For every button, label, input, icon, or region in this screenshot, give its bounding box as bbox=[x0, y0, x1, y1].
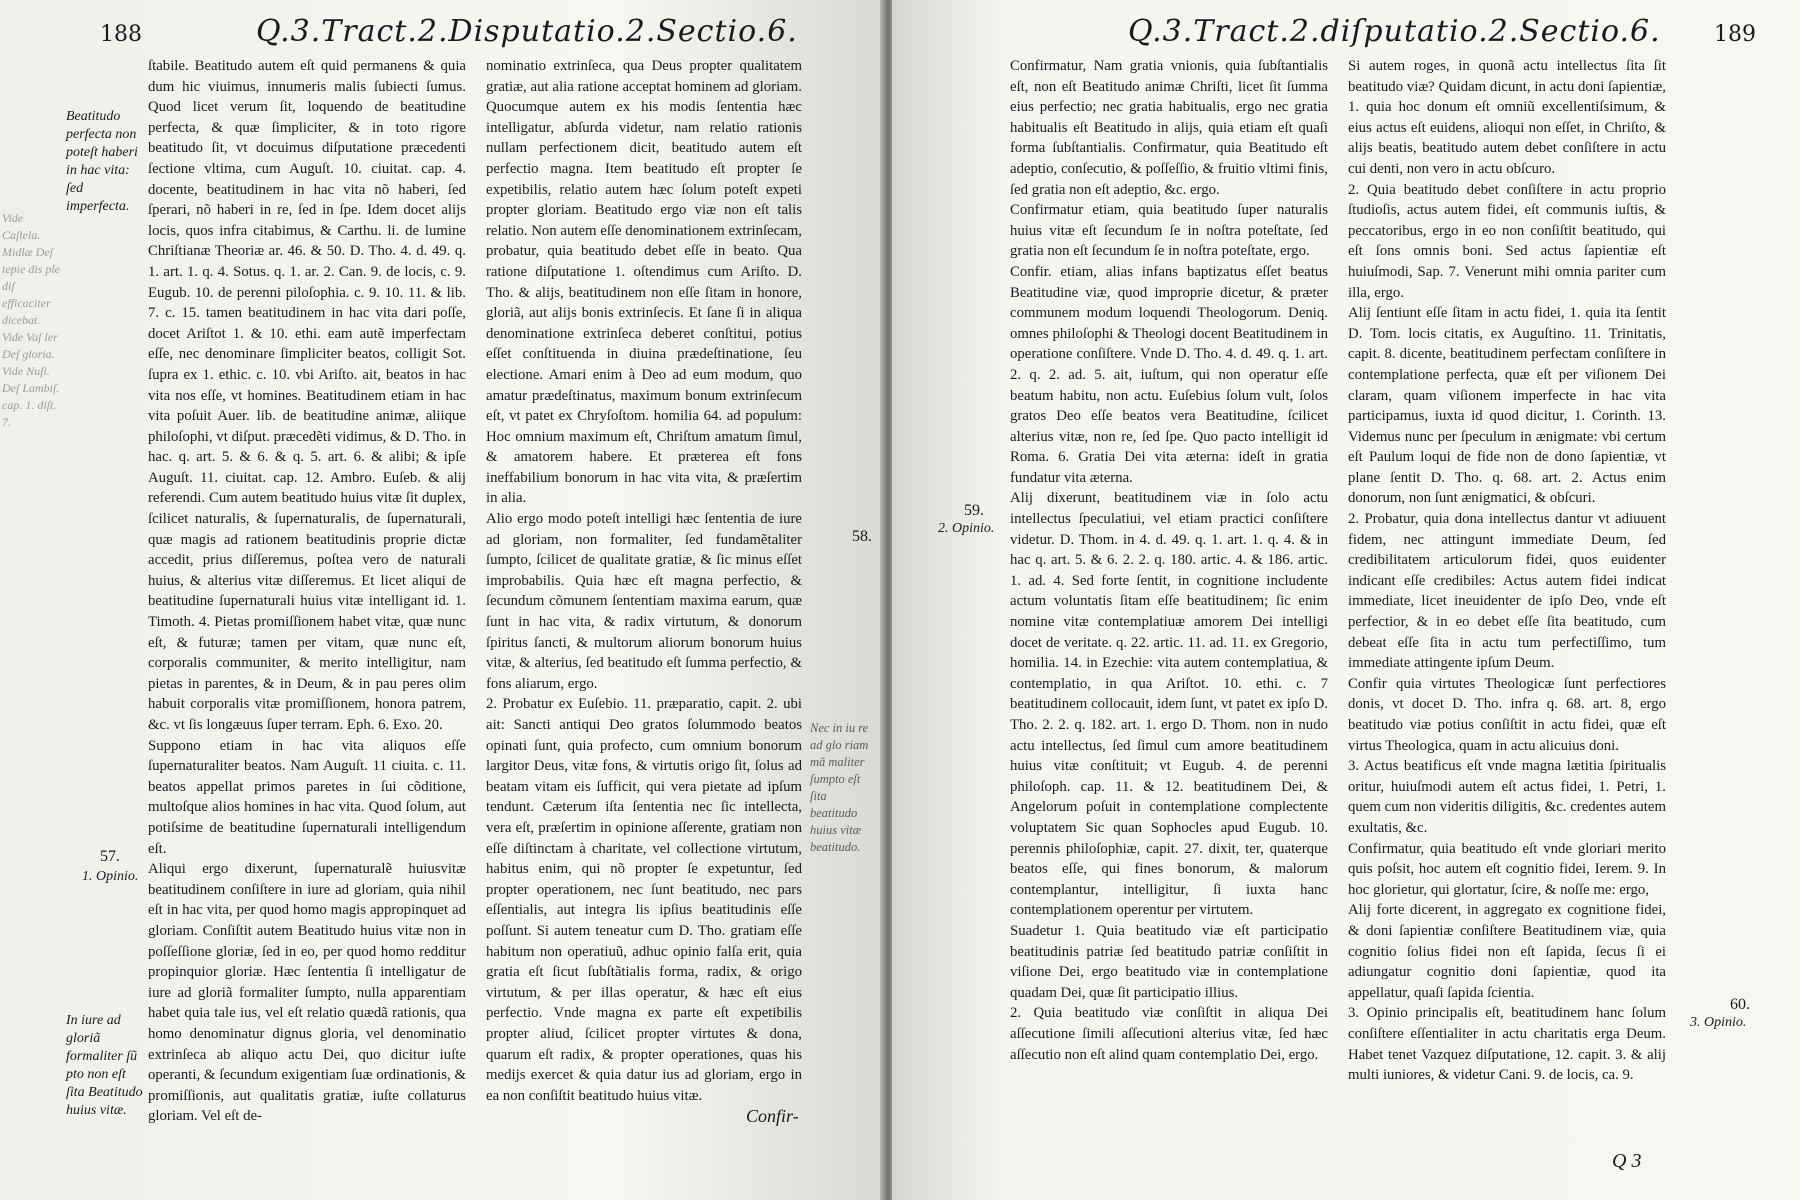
right-signature-mark: Q 3 bbox=[1612, 1150, 1642, 1172]
right-page-number: 189 bbox=[1714, 22, 1756, 47]
left-margin-note-3: In iure ad gloriã formaliter ſũ pto non eſt ſita Beatitudo huius vitæ. bbox=[66, 1013, 143, 1118]
left-catchword: Confir- bbox=[746, 1106, 799, 1126]
left-margin-note-2: 1. Opinio. bbox=[82, 869, 139, 884]
right-margin-note-2: 3. Opinio. bbox=[1690, 1015, 1747, 1030]
left-margin-number-57: 57. bbox=[100, 848, 120, 865]
left-ghost-margin: Vide Caſtela. Midlæ Deſ tepie dis ple diſ efficaciter dicebat. Vide Vaſ ler Deſ gloria. Vide Nuſi. Deſ Lambiſ. cap. 1. diſt. 7. bbox=[2, 211, 60, 429]
left-margin-number-58: 58. bbox=[852, 528, 872, 545]
right-column-2: Si autem roges, in quonã actu intellectus ſita ſit beatitudo viæ? Quidam dicunt, in actu doni ſapientiæ, 1. quia hoc donum eſt omniũ excellentiſsimum, & eius actus eſt euidens, alioqui non eſſet, in Chriſto, & alijs beatis, beatitudo autem debet conſiſtere in actu cui denti, non vero in actu obſcuro. 2. Quia beatitudo debet conſiſtere in actu proprio ſtudioſis, actus autem fidei, eſt communis iuſtis, & peccatoribus, ergo in eo non conſiſtit beatitudo, qui eſt ſons omnis boni. Sed actus ſapientiæ eſt huiuſmodi, Sap. 7. Venerunt mihi omnia pariter cum illa, ergo. Alij ſentiunt eſſe ſitam in actu fidei, 1. quia ita ſentit D. Tom. locis citatis, ex Auguſtino. 11. Trinitatis, capit. 8. dicente, beatitudinem perfectam conſiſtere in contemplatione perfecta, quæ eſt per viſionem Dei claram, quam viſionem imperfecte in hac vita participamus, iuxta id quod dicitur, 1. Corinth. 13. Videmus nunc per ſpeculum in ænigmate: vbi certum eſt Paulum loqui de fide non de dono ſapientiæ, vt plane ſentit D. Tho. q. 68. art. 2. Actus enim donorum, non ſunt ænigmatici, & obſcuri. 2. Probatur, quia dona intellectus dantur vt adiuuent fidem, nec attingunt immediate Deum, ſed credibilitatem articulorum fidei, quos euidenter indicant eſſe credibiles: Actus autem fidei indicat immediate, licet ineuidenter de ipſo Deo, vnde eſt perfectior, & in eo debet eſſe ſita beatitudo, cum debeat eſſe ſita in actu tum perfectiſſimo, tum immediate attingente ipſum Deum. Confir quia virtutes Theologicæ ſunt perfectiores donis, vt docet D. Tho. infra q. 68. art. 8, ergo beatitudo viæ potius conſiſtit in actu fidei, quæ eſt virtus Theologica, quam in actu alicuius doni. 3. Actus beatificus eſt vnde magna lætitia ſpiritualis oritur, huiuſmodi autem eſt actus fidei, 1. Petri, 1. quem cum non videritis diligitis, &c. credentes autem exultatis, &c. Confirmatur, quia beatitudo eſt vnde gloriari merito quis poſsit, hoc autem eſt cognitio fidei, Ierem. 9. In hoc glorietur, qui glortatur, ſcire, & noſſe me: ergo, Alij forte dicerent, in aggregato ex cognitione fidei, & doni ſapientiæ conſiſtere Beatitudinem viæ, quia cognitio ſolius fidei non eſt ſapida, ſecus ſi ei adiungatur cognitio doni ſapientiæ, quod ita appellatur, quaſi ſapida ſcientia. 3. Opinio principalis eſt, beatitudinem hanc ſolum conſiſtere eſſentialiter in actu charitatis erga Deum. Habet tenet Vazquez diſputatione, 12. capit. 3. & alij multi iuniores, & videtur Cani. 9. de locis, ca. 9. bbox=[1348, 58, 1666, 1084]
right-running-head: Q.3.Tract.2.diſputatio.2.Sectio.6. bbox=[1128, 14, 1661, 49]
left-column-2: nominatio extrinſeca, qua Deus propter qualitatem gratiæ, aut alia ratione acceptat hominem ad gloriam. Quocumque autem ex his modis ſententia hæc intelligatur, abſurda videtur, nam relatio rationis nullam perfectionem dicit, beatitudo autem eſt perfectio magna. Item beatitudo eſt propter ſe expetibilis, relatio autem hæc ſolum poteſt expeti propter gloriam. Beatitudo ergo viæ non eſt talis relatio. Non autem eſſe denominationem extrinſecam, probatur, quia beatitudo debet eſſe in beato. Qua ratione diſputatione 1. oſtendimus cum Ariſto. D. Tho. & alijs, beatitudinem non eſſe ſitam in honore, gloriã, aut alijs bonis extrinſecis. Et ſane ſi in aliqua denominatione extrinſeca deberet conſtitui, potius eſſet conſtituenda in diuina prædeſtinatione, ſeu electione. Amari enim à Deo ad eum modum, quo amatur prædeſtinatus, maximum bonum extrinſecum eſt, vt patet ex Chryſoſtom. homilia 64. ad populum: Hoc omnium maximum eſt, Chriſtum amatum ſimul, & amatorem habere. Et præterea eſt fons ineffabilium bonorum in hac vita vita, & præſertim in alia. Alio ergo modo poteſt intelligi hæc ſententia de iure ad gloriam, non formaliter, ſed fundamẽtaliter ſumpto, ſcilicet de qualitate gratiæ, & ſic minus eſſet improbabilis. Quia hæc eſt magna perfectio, & ſecundum cõmunem ſententiam maxima earum, quæ ſunt in hac vita, & radix virtutum, & donorum ſpiritus ſancti, & multorum aliorum bonorum huius vitæ, & alterius, ſed beatitudo eſt ſumma perfectio, & fons aliarum, ergo. 2. Probatur ex Euſebio. 11. præparatio, capit. 2. ubi ait: Sancti antiqui Deo gratos ſolummodo beatos opinati ſunt, quia profecto, cum omnium bonorum largitor Deus, vitæ fons, & virtutis origo ſit, ſolus ad beatam vitam eis ſufficit, qui vera pietate ad ipſum tendunt. Cæterum iſta ſententia nec ſic intellecta, vera eſt, præſertim in opinione aſſerente, gratiam non eſſe diſtinctam à charitate, vel collectione virtutum, habitus enim, qui nõ propter ſe expetuntur, ſed propter operationem, nec ſunt beatitudo, nec pars eſſentialis, aut integra lis ipſius beatitudinis eſſe poſſunt. Si autem teneatur cum D. Tho. gratiam eſſe habitum non operatiuũ, adhuc opinio falſa erit, quia gratia eſt ſicut ſubſtãtialis forma, radix, & origo virtutum, & per illas operatur, & hæc eſt eius perfectio. Vnde magna ex parte eſt expetibilis propter aliud, ſcilicet propter virtutes & dona, quarum eſt radix, & propter operationes, quas his medijs exercet & quia datur ius ad gloriam, ergo in ea non conſiſtit beatitudo huius vitæ. bbox=[486, 58, 802, 1104]
left-page bbox=[0, 0, 884, 1200]
right-page bbox=[892, 0, 1800, 1200]
left-running-head: Q.3.Tract.2.Disputatio.2.Sectio.6. bbox=[256, 14, 798, 49]
right-margin-note-1: 2. Opinio. bbox=[938, 521, 995, 536]
left-column-1: ſtabile. Beatitudo autem eſt quid permanens & quia dum hic viuimus, innumeris malis ſubiecti ſumus. Quod licet verum ſit, loquendo de beatitudine perfecta, & quæ ſimpliciter, & in toto rigore beatitudo ſit, vt docuimus diſputatione præcedenti ſectione vltima, cum Auguſt. 10. ciuitat. cap. 4. docente, beatitudinem in hac vita nõ haberi, ſed ſperari, nõ haberi in re, ſed in ſpe. Idem docet alijs locis, quos infra citabimus, & Carthu. li. de lumine Chriſtianæ Theoriæ ar. 46. & 50. D. Tho. 4. d. 49. q. 1. art. 1. q. 4. Sotus. q. 1. ar. 2. Can. 9. de locis, c. 9. Eugub. 10. de perenni piloſophia. c. 9. 10. 11. & lib. 7. c. 15. tamen beatitudinem in hac vita dari poſſe, docet Ariſtot 1. & 10. ethi. eam autẽ imperfectam eſſe, nec denominare ſimpliciter beatos, colligit Sot. ſupra ex 1. ethic. c. 10. vbi Ariſto. ait, beatos in hac vita nos eſſe, vt homines. Beatitudinem etiam in hac vita poſuit Auer. lib. de beatitudine animæ, aliique philoſophi, vt diſput. præcedẽti vidimus, & D. Tho. in hac. q. art. 5. & 6. & q. 5. art. 6. & alibi; & ipſe Auguſt. 11. ciuitat. cap. 12. Ambro. Euſeb. & alij referendi. Cum autem beatitudo huius vitæ ſit duplex, ſcilicet naturalis, & ſupernaturalis, de ſupernaturali, quæ magis ad rationem beatitudinis proprie dictæ accedit, prius diſſeremus, poſtea vero de naturali huius, & alterius vitæ diſſeremus. Et licet aliqui de beatitudine ſupernaturali huius vitæ intelligant id. 1. Timoth. 4. Pietas promiſſionem habet vitæ, quæ nunc eſt, & futuræ; tamen per vitam, quæ nunc eſt, corporalis communiter, & merito intelligitur, nam pietas in parentes, & in Deum, & in pau peres olim habuit corporalis vitæ promiſſionem, honora patrem, &c. vt ſis longæuus ſuper terram. Eph. 6. Exo. 20. Suppono etiam in hac vita aliquos eſſe ſupernaturaliter beatos. Nam Auguſt. 11 ciuita. c. 11. beatos appellat primos paretes in ſui cõditione, multoſque alios homines in hac vita. Quod ſolum, aut potiſsime de beatitudine ſupernaturali intelligendum eſt. Aliqui ergo dixerunt, ſupernaturalẽ huiusvitæ beatitudinem conſiſtere in iure ad gloriam, quia nihil eſt in hac vita, per quod homo magis appropinquet ad gloriam. Conſiſtit autem Beatitudo huius vitæ non in poſſeſſione gloriæ, ſed in eo, per quod homo redditur propinquior gloriæ. Hæc ſententia ſi intelligatur de iure ad gloriã formaliter ſumpto, nulla apparentiam habet quia tale ius, vel eſt relatio quædã rationis, qua homo denominatur dignus gloria, vel denominatio extrinſeca ab aliquo actu Dei, quo dicitur iuſte operanti, & ſecundum exigentiam ſuæ ordinationis, & promiſſionis, aut qualitatis gratiæ, iuſte collaturus gloriam. Vel eſt de- bbox=[148, 58, 466, 1125]
left-page-number: 188 bbox=[100, 22, 142, 47]
right-margin-number-59: 59. bbox=[964, 502, 984, 519]
right-column-1: Confirmatur, Nam gratia vnionis, quia ſubſtantialis eſt, non eſt Beatitudo animæ Chriſti, licet ſit ſumma eius perfectio; nec gratia habitualis, ergo nec gratia habitualis eſt Beatitudo in alijs, quia etiam eſt quaſi forma ſubſtantialis. Confirmatur, quia Beatitudo eſt adeptio, conſecutio, & poſſeſſio, & fruitio vltimi finis, ſed gratia non eſt adeptio, &c. ergo. Confirmatur etiam, quia beatitudo ſuper naturalis huius vitæ eſt ſecundum ſe in noſtra poteſtate, ſed gratia non eſt ſecundum ſe in noſtra poteſtate, ergo. Confir. etiam, alias infans baptizatus eſſet beatus Beatitudine viæ, quod improprie dicetur, & præter communem modum loquendi Theologorum. Deniq. omnes philoſophi & Theologi docent Beatitudinem in operatione conſiſtere. Vnde D. Tho. 4. d. 49. q. 1. art. 2. q. 2. ad. 5. ait, iuſtum, qui non operatur eſſe beatum habitu, non actu. Euſebius ſolum vult, ſolos gratos Deo eſſe beatos vera Beatitudine, ſcilicet alterius vitæ, non re, ſed ſpe. Quo pacto intelligit id Roma. 6. Gratia Dei vita æterna: ideſt in gratia fundatur vita æterna. Alij dixerunt, beatitudinem viæ in ſolo actu intellectus ſpeculatiui, vel etiam practici conſiſtere videtur. D. Thom. in 4. d. 49. q. 1. art. 1. q. 4. & in hac q. art. 5. & 6. 2. 2. q. 180. artic. 4. & 186. artic. 1. ad. 4. Sed forte ſentit, in cognitione includente actum voluntatis ſitam eſſe beatitudinem; ſic enim nomine vitæ contemplatiuæ amorem Dei intelligi docet de veritate. q. 22. artic. 11. ad. 11. ex Gregorio, homilia. 14. in Ezechie: vita autem contemplatiua, & contemplatio, in qua Ariſtot. 10. ethi. c. 7 beatitudinem collocauit, idem ſunt, vt patet ex ipſo D. Tho. 2. 2. q. 182. art. 1. ergo D. Thom. non in nudo actu intellectus, ſed ſimul cum amore beatitudinem huius vitæ conſtituit; vt Eugub. 4. de perenni philoſoph. cap. 11. & 12. beatitudinem Dei, & Angelorum poſuit in contemplatione complectente voluptatem Sic quan Sophocles apud Eugub. 10. perennis philoſophiæ, capit. 27. dixit, ter, quaterque beatos eſſe, qui fines bonorum, & malorum contemplantur, intelligitur, ſi iuxta hanc contemplationem operentur per virtutem. Suadetur 1. Quia beatitudo viæ eſt participatio beatitudinis patriæ ſed beatitudo patriæ conſiſtit in viſione Dei, ergo beatitudo viæ in contemplatione quadam Dei, quæ ſit participatio illius. 2. Quia beatitudo viæ conſiſtit in aliqua Dei aſſecutione ſimili aſſecutioni alterius vitæ, ſed hæc aſſecutio non eſt alind quam contemplatio Dei, ergo. bbox=[1010, 58, 1328, 1063]
left-outer-margin-note: Nec in iu re ad glo riam mã maliter ſumpto eſt ſita beatitudo huius vitæ beatitudo. bbox=[810, 721, 869, 854]
left-margin-note-1: Beatitudo perfecta non poteſt haberi in hac vita: ſed imperfecta. bbox=[66, 109, 138, 214]
right-margin-number-60: 60. bbox=[1730, 996, 1750, 1013]
